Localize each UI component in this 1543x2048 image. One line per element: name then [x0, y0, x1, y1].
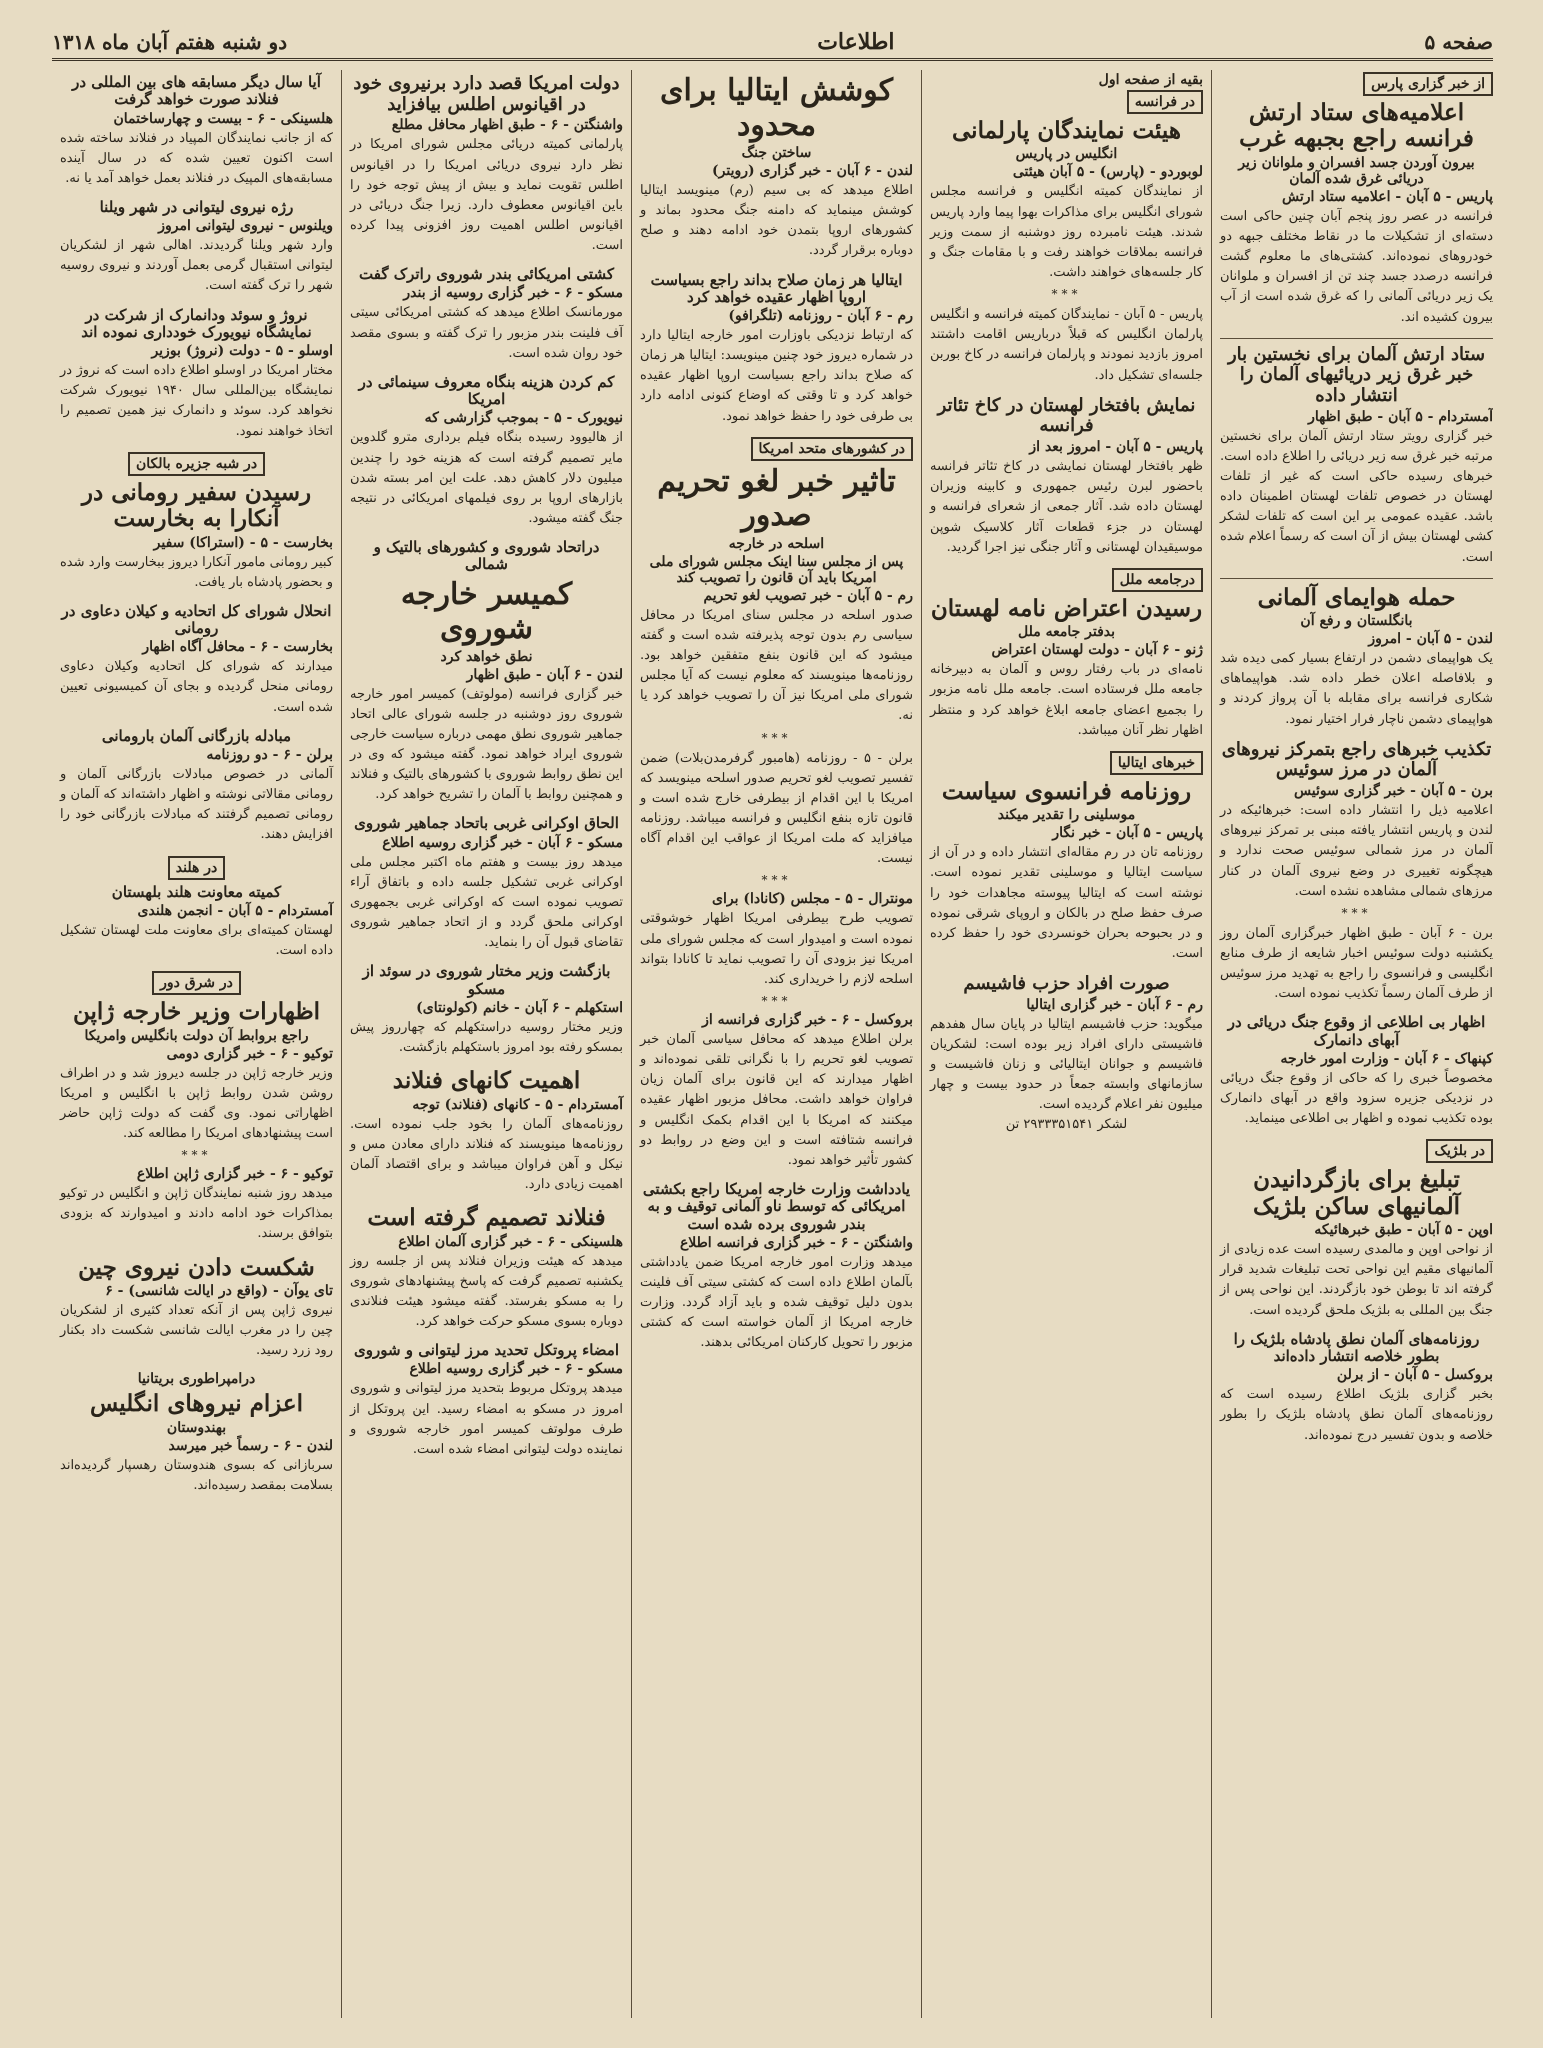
dateline: بخارست - ۶ - محافل آگاه اظهار	[142, 639, 333, 656]
article	[930, 596, 1203, 741]
dateline: مونترال - ۵ - مجلس (کانادا) برای	[712, 891, 913, 908]
article-body: میدهد روز شنبه نمایندگان ژاپن و انگلیس در توکیو بمذاکرات خود ادامه دادند و امیدوارند که بزودی بتوافق برسند.	[60, 1186, 333, 1242]
article-body: از نمایندگان کمیته انگلیس و فرانسه مجلس شورای انگلیس برای مذاکرات بهوا پیما وارد پاریس شدند. هیئت نامبرده روز دوشنبه از سمت وزیر فرانسه بملاقات خواهند رفت و با مقامات جنگ و کار جلسه‌های خواهند داشت.	[930, 184, 1203, 280]
subheadline: ساختن جنگ	[741, 145, 812, 161]
article-body: نامه‌ای در باب رفتار روس و آلمان به دبیرخانه جامعه ملل فرستاده است. جامعه ملل نامه مزبور را بجمیع اعضای جامعه ابلاغ خواهد کرد و منتظر اظهار نظر آنان میباشد.	[930, 662, 1203, 738]
article	[930, 396, 1203, 558]
dateline: هلسینکی - ۶ - خبر گزاری آلمان اطلاع	[398, 1233, 623, 1250]
headline: رژه نیروی لیتوانی در شهر ویلنا	[99, 197, 294, 216]
page-number: صفحه ۵	[1424, 30, 1493, 54]
dateline: لندن - ۶ - رسماً خبر میرسد	[168, 1437, 333, 1454]
headline: کمیسر خارجه شوروی	[400, 576, 573, 647]
kicker: در هلند	[168, 856, 225, 880]
article-body: از نواحی اوپن و مالمدی رسیده است عده زیادی از آلمانیهای مقیم این نواحی تحت تبلیغات شدید قرار گرفته اند تا بوطن خود بازگردند. این نواحی پس از جنگ بین المللی به بلژیک ملحق گردیده است.	[1220, 1242, 1493, 1318]
article-body: روزنامه‌های آلمان را بخود جلب نموده است. روزنامه‌ها مینویسند که فنلاند دارای معادن مس و نیکل و آهن فراوان میباشد و برای اقتصاد آلمان اهمیت زیادی دارد.	[350, 1116, 623, 1193]
article	[640, 465, 913, 1171]
headline: اهمیت کانهای فنلاند	[392, 1067, 581, 1095]
separator-stars: ***	[181, 1148, 212, 1163]
dateline: لوبوردو - (پارس) - ۵ آبان هیئتی	[1012, 164, 1203, 181]
paper-name: اطلاعات	[817, 29, 895, 55]
article-body: میگوید: حزب فاشیسم ایتالیا در پایان سال هفدهم فاشیستی دارای افراد زیر بوده است: لشکریان فاشیسم و جوانان ایتالیائی و زنان فاشیست و سازمانهای وابسته جمعاً در حدود بیست و چهار میلیون نفر اعلام گردیده است.	[930, 1016, 1203, 1113]
article-body: کبیر رومانی مامور آنکارا دیروز ببخارست وارد شده و بحضور پادشاه بار یافت.	[60, 554, 333, 590]
headline: تبلیغ برای بازگردانیدن آلمانیهای ساکن بلژیک	[1252, 1166, 1461, 1220]
dateline: برلن - ۶ - دو روزنامه	[206, 746, 333, 763]
kicker: درجامعه ملل	[1112, 568, 1203, 592]
article-body: اطلاع میدهد که بی سیم (رم) مینویسد ایتالیا کوشش مینماید که دامنه جنگ محدود بماند و کشورهای اروپا بتمدن خود ادامه دهند و صلح دوباره برقرار گردد.	[640, 183, 913, 259]
headline: اعزام نیروهای انگلیس	[89, 1390, 304, 1418]
article	[350, 815, 623, 953]
headline: کشتی امریکائی بندر شوروی راترک گفت	[359, 265, 614, 284]
article-body: میدهد وزارت امور خارجه امریکا ضمن یادداشتی بآلمان اطلاع داده است که کشتی سیتی آف فلینت بدون دلیل توقیف شده و باید آزاد گردد. وزارت خارجه امریکا از آلمان خواسته است که کشتی مزبور را تحویل کارکنان امریکائی بدهند.	[640, 1254, 913, 1351]
article	[60, 74, 333, 189]
subheadline: اسلحه در خارجه	[728, 535, 825, 552]
article	[930, 779, 1203, 964]
dateline: لندن - ۵ آبان - امروز	[1368, 631, 1493, 648]
article	[1220, 1331, 1493, 1446]
kicker: در کشورهای متحد امریکا	[751, 437, 914, 461]
dateline: بخارست - ۵ - (استراکا) سفیر	[153, 534, 333, 551]
dateline: مسکو - ۶ - خبر گزاری روسیه از بندر	[403, 285, 623, 302]
dateline: بروکسل - ۶ - خبر گزاری فرانسه از	[702, 1012, 913, 1029]
headline: نمایش بافتخار لهستان در کاخ تئاتر فرانسه	[937, 394, 1196, 437]
dateline: مسکو - ۶ آبان - خبر گزاری روسیه اطلاع	[382, 834, 623, 851]
article-body: روزنامه تان در رم مقاله‌ای انتشار داده و در آن از سیاست ایتالیا و موسلینی تقدیر نموده است. نوشته است که ایتالیا پیوسته مجاهدات خود را صرف حفظ صلح در بالکان و اروپای شرقی نموده و در بحبوحه بحران خونسردی خود را حفظ کرده است.	[930, 845, 1203, 961]
subheadline: نطق خواهد کرد	[440, 648, 533, 665]
article-body: وزیر خارجه ژاپن در جلسه دیروز شد و در اطراف روشن شدن روابط ژاپن با انگلیس و امریکا اظهاراتی نمود. وی گفت که دولت ژاپن حاضر است پیشنهادهای امریکا را مطالعه کند.	[60, 1065, 333, 1141]
article-body: یک هواپیمای دشمن در ارتفاع بسیار کمی دیده شد و بلافاصله اعلان خطر داده شد. هواپیماهای شکاری فرانسه برای مقابله با آن پرواز کردند و هواپیمای دشمن ناچار فرار اختیار نمود.	[1220, 651, 1493, 727]
subheadline: بیرون آوردن جسد افسران و ملوانان زیر دریائی غرق شده آلمان	[1238, 154, 1475, 187]
kicker: خبرهای ایتالیا	[1110, 751, 1203, 775]
article	[60, 728, 333, 846]
column-1	[1211, 70, 1493, 2018]
dateline: رم - ۶ آبان - خبر گزاری ایتالیا	[1026, 996, 1203, 1013]
article-body: نیروی ژاپن پس از آنکه تعداد کثیری از لشکریان چین را در مغرب ایالت شانسی شکست داد بکنار رود زرد رسید.	[60, 1302, 333, 1359]
article	[350, 74, 623, 256]
statistic-line: لشکر ۲۹۳۳۳۵۱۵۴۱ تن	[1005, 1117, 1128, 1133]
kicker: در شبه جزیره بالکان	[128, 452, 265, 476]
article	[1220, 1167, 1493, 1320]
kicker: در شرق دور	[152, 971, 241, 995]
article-body: مورمانسک اطلاع میدهد که کشتی امریکائی سیتی آف فلینت بندر مزبور را ترک گفته و بسوی مقصد خود روان شده است.	[350, 305, 623, 361]
article	[350, 578, 623, 806]
article-body: که از جانب نمایندگان المپیاد در فنلاند ساخته شده است اکنون تعیین شده که در سال آینده مسابقه‌های المپیک در فنلاند بعمل خواهد آمد یا نه.	[60, 130, 333, 186]
dateline: پاریس - ۵ آبان - خبر نگار	[1052, 825, 1203, 842]
column-3	[631, 70, 921, 2018]
article-body: ظهر بافتخار لهستان نمایشی در کاخ تئاتر فرانسه باحضور لبرن رئیس جمهوری و کابینه وزیران لهستان داده شد. آثار جمعی از شعرای فرانسه و لهستان در جزء قطعات آثار کلاسیک شوپن موسیقیدان لهستانی و آثار جنگی نیز اجرا گردید.	[930, 459, 1203, 555]
separator-stars: ***	[1341, 905, 1372, 920]
headline: الحاق اوکرانی غربی باتحاد جماهیر شوروی	[354, 814, 619, 833]
article	[1220, 1014, 1493, 1129]
dateline: کپنهاک - ۶ آبان - وزارت امور خارجه	[1280, 1050, 1493, 1067]
article	[1220, 585, 1493, 730]
subheadline: پس از مجلس سنا اینک مجلس شورای ملی امریکا باید آن قانون را تصویب کند	[649, 553, 904, 586]
dateline: اوپن - ۵ آبان - طبق خبرهائیکه	[1314, 1222, 1493, 1239]
subheadline: راجع بروابط آن دولت بانگلیس وامریکا	[84, 1027, 309, 1044]
article	[350, 1205, 623, 1332]
article	[60, 884, 333, 962]
dateline: نیویورک - ۵ - بموجب گزارشی که	[424, 410, 623, 427]
headline: تکذیب خبرهای راجع بتمرکز نیروهای آلمان در مرز سوئیس	[1221, 738, 1492, 781]
headline: بازگشت وزیر مختار شوروی در سوئد از مسکو	[362, 962, 611, 998]
article	[930, 974, 1203, 1136]
article-body: بخبر گزاری بلژیک اطلاع رسیده است که روزنامه‌های آلمان نطق پادشاه بلژیک را بطور خلاصه و بدون تفسیر درج نموده‌اند.	[1220, 1387, 1493, 1443]
dateline: لندن - ۶ آبان - طبق اظهار	[466, 666, 623, 683]
article	[350, 374, 623, 529]
article	[60, 603, 333, 718]
headline: کم کردن هزینه بنگاه معروف سینمائی در امریکا	[358, 372, 615, 409]
article-body: برلن اطلاع میدهد که محافل سیاسی آلمان خبر تصویب لغو تحریم را با نگرانی تلقی نموده‌اند و اظهار میدارند که این قانون برای آلمان زیان فراوان خواهد داشت. محافل مزبور اظهار عقیده میکنند که امریکا با این اقدام بکمک انگلیس و فرانسه شتافته است و این وضع در روابط دو کشور تأثیر خواهد نمود.	[640, 1032, 913, 1168]
headline: یادداشت وزارت خارجه امریکا راجع بکشتی امریکائی که توسط ناو آلمانی توقیف و به بندر شوروی برده شده است	[642, 1180, 911, 1233]
dateline: آمستردام - ۵ آبان - طبق اظهار	[1308, 408, 1493, 425]
article	[350, 266, 623, 364]
headline: انحلال شورای کل اتحادیه و کیلان دعاوی در رومانی	[61, 601, 332, 638]
article-body: وارد شهر ویلنا گردیدند. اهالی شهر از لشکریان لیتوانی استقبال گرمی بعمل آوردند و نیروی روسیه شهر را ترک گفته است.	[60, 238, 333, 294]
kicker: بقیه از صفحه اول	[1098, 72, 1203, 88]
headline: مبادله بازرگانی آلمان بارومانی	[101, 726, 292, 745]
article-body: برن - ۶ آبان - طبق اظهار خبرگزاری آلمان روز یکشنبه دولت سوئیس اخبار شایعه از طرف منابع انگلیسی و فرانسوی را راجع به تهدید مرز سوئیس از طرف آلمان رسماً تکذیب نموده است.	[1220, 925, 1493, 1002]
article	[930, 118, 1203, 386]
dateline: لندن - ۶ آبان - خبر گزاری (رویتر)	[712, 163, 913, 179]
dateline: واشنگتن - ۶ - خبر گزاری فرانسه اطلاع	[679, 1234, 913, 1251]
article-body: پارلمانی کمیته دریائی مجلس شورای امریکا در نظر دارد نیروی دریائی امریکا را در اقیانوس اطلس تقویت نماید و بیش از پیش توجه خود را باین اقیانوس معطوف دارد. زیرا جنگ دریائی در اقیانوس اطلس اهمیت روز افزونی پیدا کرده است.	[350, 137, 623, 254]
dateline: رم - ۶ آبان - روزنامه (تلگرافو)	[728, 308, 913, 325]
dateline: برن - ۵ آبان - خبر گزاری سوئیس	[1293, 783, 1493, 800]
headline: رسیدن اعتراض نامه لهستان	[930, 594, 1203, 622]
headline: روزنامه فرانسوی سیاست	[941, 777, 1192, 805]
headline: اظهارات وزیر خارجه ژاپن	[72, 998, 321, 1026]
article-body: از هالیوود رسیده بنگاه فیلم برداری مترو گلدوین مایر تصمیم گرفته است که هزینه خود را چندین میلیون دلار کاهش دهد. علت این امر بسته شدن بازارهای اروپا بر روی فیلمهای امریکائی در نتیجه جنگ گفته میشود.	[350, 430, 623, 526]
subheadline: انگلیس در پاریس	[1015, 146, 1118, 163]
article-body: سربازانی که بسوی هندوستان رهسپار گردیده‌اند بسلامت بمقصد رسیده‌اند.	[60, 1457, 333, 1493]
article-body: پاریس - ۵ آبان - نمایندگان کمیته فرانسه و انگلیس پارلمان انگلیس که قبلاً درباریس اقامت داشتند امروز بازدید نمودند و پارلمان فرانسه در کاخ بوربن جلسه‌ای تشکیل داد.	[930, 307, 1203, 383]
headline: فنلاند تصمیم گرفته است	[367, 1204, 606, 1232]
headline: هیئت نمایندگان پارلمانی	[952, 117, 1181, 144]
article-body: میدهد روز بیست و هفتم ماه اکتبر مجلس ملی اوکرانی غربی تشکیل جلسه داده و باتفاق آراء تصویب نموده است که اوکرانی غربی بجمهوری اوکرانی ملحق گردد و از اتحاد جماهیر شوروی تقاضای قبول آن را بنماید.	[350, 854, 623, 951]
headline: دولت امریکا قصد دارد برنیروی خود در اقیانوس اطلس بیافزاید	[353, 73, 620, 115]
dateline: توکیو - ۶ - خبر گزاری ژاپن اطلاع	[136, 1166, 333, 1183]
article-body: که ارتباط نزدیکی باوزارت امور خارجه ایتالیا دارد در شماره دیروز خود چنین مینویسد: ایتالیا هر زمان که صلاح بداند راجع بسیاست اروپا اظهار عقیده خواهد کرد و تا وقتی که اوضاع کنونی ادامه دارد بی طرفی خود را حفظ خواهد نمود.	[640, 328, 913, 424]
headline: کوشش ایتالیا برای محدود	[660, 73, 893, 143]
article	[60, 1255, 333, 1362]
article-body: میدارند که شورای کل اتحادیه وکیلان دعاوی رومانی منحل گردیده و بجای آن کمیسیونی تعیین شده است.	[60, 659, 333, 715]
dateline: پاریس - ۵ آبان - امروز بعد از	[1029, 439, 1203, 456]
headline: آیا سال دیگر مسابقه های بین المللی در فنلاند صورت خواهد گرفت	[72, 73, 321, 109]
dateline: پاریس - ۵ آبان - اعلامیه ستاد ارتش	[1282, 188, 1493, 205]
article	[640, 74, 913, 262]
newspaper-columns	[52, 70, 1493, 2018]
headline: تاثیر خبر لغو تحریم صدور	[657, 463, 896, 534]
kicker: در بلژیک	[1426, 1139, 1493, 1163]
separator-stars: ***	[761, 730, 792, 745]
article	[350, 1068, 623, 1195]
kicker: از خبر گزاری پارس	[1363, 72, 1493, 96]
article	[60, 307, 333, 442]
article-body: خبر گزاری فرانسه (مولوتف) کمیسر امور خارجه شوروی روز دوشنبه در جلسه شورای عالی اتحاد جماهیر شوروی نطق مهمی درباره سیاست خارجی شوروی ایراد خواهد نمود. گفته میشود که وی در این نطق روابط شوروی با کشورهای بالتیک و فنلاند و همچنین روابط با آلمان را تشریح خواهد کرد.	[350, 686, 623, 803]
headline: کمیته معاونت هلند بلهستان	[111, 882, 282, 901]
article	[640, 272, 913, 427]
article	[60, 480, 333, 593]
dateline: استکهلم - ۶ آبان - خانم (کولونتای)	[416, 999, 623, 1016]
subheadline: موسلینی را تقدیر میکند	[997, 807, 1136, 824]
headline: صورت افراد حزب فاشیسم	[963, 973, 1170, 995]
dateline: رم - ۵ آبان - خبر تصویب لغو تحریم	[703, 587, 913, 604]
dateline: واشنگتن - ۶ - طبق اظهار محافل مطلع	[391, 117, 623, 134]
separator-stars: ***	[1051, 287, 1082, 302]
headline: اعلامیه‌های ستاد ارتش فرانسه راجع بجبهه غرب	[1239, 99, 1474, 153]
article-body: میدهد پروتکل مربوط بتحدید مرز لیتوانی و شوروی امروز در مسکو به امضاء رسید. این پروتکل از طرف مولوتف کمیسر امور خارجه شوروی و نماینده دولت لیتوانی امضاء شده است.	[350, 1381, 623, 1457]
separator-stars: ***	[761, 873, 792, 888]
kicker: درامپراطوری بریتانیا	[137, 1371, 256, 1388]
dateline: اوسلو - ۵ - دولت (نروژ) بوزیر	[151, 343, 333, 360]
article	[60, 999, 333, 1244]
column-5	[52, 70, 341, 2018]
article-body: فرانسه در عصر روز پنجم آبان چنین حاکی است دسته‌ای از تشکیلات ما در نقاط مختلف جبهه دو خودروهای نموده‌اند. کشتی‌های ما معلوم گشت فرانسه درصدد جسد چند تن از افسران و ملوانان یک زیر دریائی آلمانی را که غرق شده است از آب بیرون کشیده اند.	[1220, 208, 1493, 325]
headline: نروژ و سوئد ودانمارک از شرکت در نمایشگاه نیویورک خودداری نموده اند	[81, 305, 312, 341]
subheadline: بانگلستان و رفع آن	[1300, 613, 1413, 630]
column-2	[921, 70, 1211, 2018]
headline: ستاد ارتش آلمان برای نخستین بار خبر غرق زیر دریائیهای آلمان را انتشار داده	[1227, 343, 1486, 407]
dateline: آمستردام - ۵ - کانهای (فنلاند) توجه	[412, 1096, 623, 1113]
headline: امضاء پروتکل تحدید مرز لیتوانی و شوروی	[353, 1341, 620, 1360]
article-body: مختار امریکا در اوسلو اطلاع داده است که نروژ در نمایشگاه بین‌المللی سال ۱۹۴۰ نیویورک شرکت نخواهد کرد. سوئد و دانمارک نیز همین تصمیم را اتخاذ خواهند نمود.	[60, 363, 333, 439]
section-heading: دراتحاد شوروی و کشورهای بالتیک و شمالی	[373, 538, 600, 574]
dateline: توکیو - ۶ - خبر گزاری دومی	[166, 1045, 333, 1062]
article-body: وزیر مختار روسیه دراستکهلم که چهارروز پیش بمسکو رفته بود امروز باستکهلم بازگشت.	[350, 1019, 623, 1056]
dateline: آمستردام - ۵ آبان - انجمن هلندی	[137, 902, 333, 919]
article	[640, 1181, 913, 1353]
dateline: بروکسل - ۵ آبان - از برلن	[1336, 1367, 1493, 1384]
dateline: هلسینکی - ۶ - بیست و چهارساختمان	[113, 110, 333, 127]
headline: روزنامه‌های آلمان نطق پادشاه بلژیک را بطور خلاصه انتشار داده‌اند	[1233, 1329, 1480, 1366]
article-body: لهستان کمیته‌ای برای معاونت ملت لهستان تشکیل داده است.	[60, 922, 333, 958]
masthead	[52, 26, 1493, 61]
article-body: تصویب طرح بیطرفی امریکا اظهار خوشوقتی نموده است و امیدوار است که مجلس شورای ملی امریکا نیز بزودی آن را تصویب نماید تا کانادا بتواند اسلحه لازم را خریداری کند.	[640, 911, 913, 987]
article-body: میدهد که هیئت وزیران فنلاند پس از جلسه روز یکشنبه تصمیم گرفت که پاسخ پیشنهادهای شوروی را به مسکو بفرستد. گفته میشود هیئت فنلاندی دوباره بسوی مسکو حرکت خواهد کرد.	[350, 1253, 623, 1330]
article-body: مخصوصاً خبری را که حاکی از وقوع جنگ دریائی در نزدیکی جزیره سزود واقع در آبهای دانمارک بوده تکذیب نموده و اظهار بی اطلاعی مینماید.	[1220, 1070, 1493, 1127]
headline: حمله هوایمای آلمانی	[1257, 583, 1456, 611]
article-body: خبر گزاری رویتر ستاد ارتش آلمان برای نخستین مرتبه خبر غرق سه زیر دریائی را اطلاع داده است. خبرهای رسیده حاکی است که غیر از تلفات لهستان در خصوص تلفات لهستان اطمینان داده باشد. عقیده عمومی بر این است که تلفات لشکر کشی لهستان بیش از آن است که رسماً اعلام شده است.	[1220, 428, 1493, 565]
article	[60, 1391, 333, 1496]
subheadline: بهندوستان	[166, 1419, 227, 1436]
dateline: تای یوآن - (واقع در ایالت شانسی) - ۶	[105, 1282, 333, 1299]
headline: رسیدن سفیر رومانی در آنکارا به بخارست	[81, 478, 312, 533]
dateline: ویلنوس - نیروی لیتوانی امروز	[158, 218, 333, 235]
article-body: صدور اسلحه در مجلس سنای امریکا در محافل سیاسی رم بدون توجه پذیرفته شده است و گفته میشود که این قانون بنفع متفقین خواهد بود. روزنامه‌ها مینویسند که معلوم نیست که آیا مجلس شورای ملی امریکا نیز آن را تصویب خواهد کرد یا نه.	[640, 607, 913, 724]
subheadline: بدفتر جامعه ملل	[1017, 624, 1116, 641]
separator-stars: ***	[761, 994, 792, 1009]
article-body: اعلامیه ذیل را انتشار داده است: خبرهائیکه در لندن و پاریس انتشار یافته مبنی بر تمرکز نیروهای آلمان در مرز شمالی سوئیس صحت ندارد و هیچگونه تغییری در وضع نیروی آلمان در کنار مرزهای شمالی مشاهده نشده است.	[1220, 803, 1493, 899]
headline: ایتالیا هر زمان صلاح بداند راجع بسیاست اروپا اظهار عقیده خواهد کرد	[650, 270, 903, 306]
headline: شکست دادن نیروی چین	[78, 1253, 315, 1281]
dateline: ژنو - ۶ آبان - دولت لهستان اعتراض	[991, 642, 1203, 659]
article-body: آلمانی در خصوص مبادلات بازرگانی آلمان و رومانی مقالاتی نوشته و اظهار داشته‌اند که آلمان و رومانی تصمیم گرفتند که مبادلات بازرگانی خود را افزایش دهند.	[60, 766, 333, 843]
article	[1220, 345, 1493, 568]
column-4	[341, 70, 631, 2018]
headline: اظهار بی اطلاعی از وقوع جنگ دریائی در آبهای دانمارک	[1227, 1013, 1486, 1049]
article	[60, 199, 333, 297]
issue-date: دو شنبه هفتم آبان ماه ۱۳۱۸	[52, 30, 288, 54]
article	[1220, 740, 1493, 1005]
article	[350, 963, 623, 1058]
dateline: مسکو - ۶ - خبر گزاری روسیه اطلاع	[409, 1361, 623, 1378]
article	[350, 1342, 623, 1460]
article	[1220, 100, 1493, 328]
kicker: در فرانسه	[1127, 90, 1203, 114]
article-body: برلن - ۵ - روزنامه (هامبور گرفرمدن‌بلات) ضمن تفسیر تصویب لغو تحریم صدور اسلحه مینویسد که امریکا با این اقدام از بیطرفی خارج شده است و قانون تازه بنفع انگلیس و فرانسه میباشد. روزنامه میافزاید که ملت امریکا از عواقب این اقدام آگاه نیست.	[640, 750, 913, 867]
